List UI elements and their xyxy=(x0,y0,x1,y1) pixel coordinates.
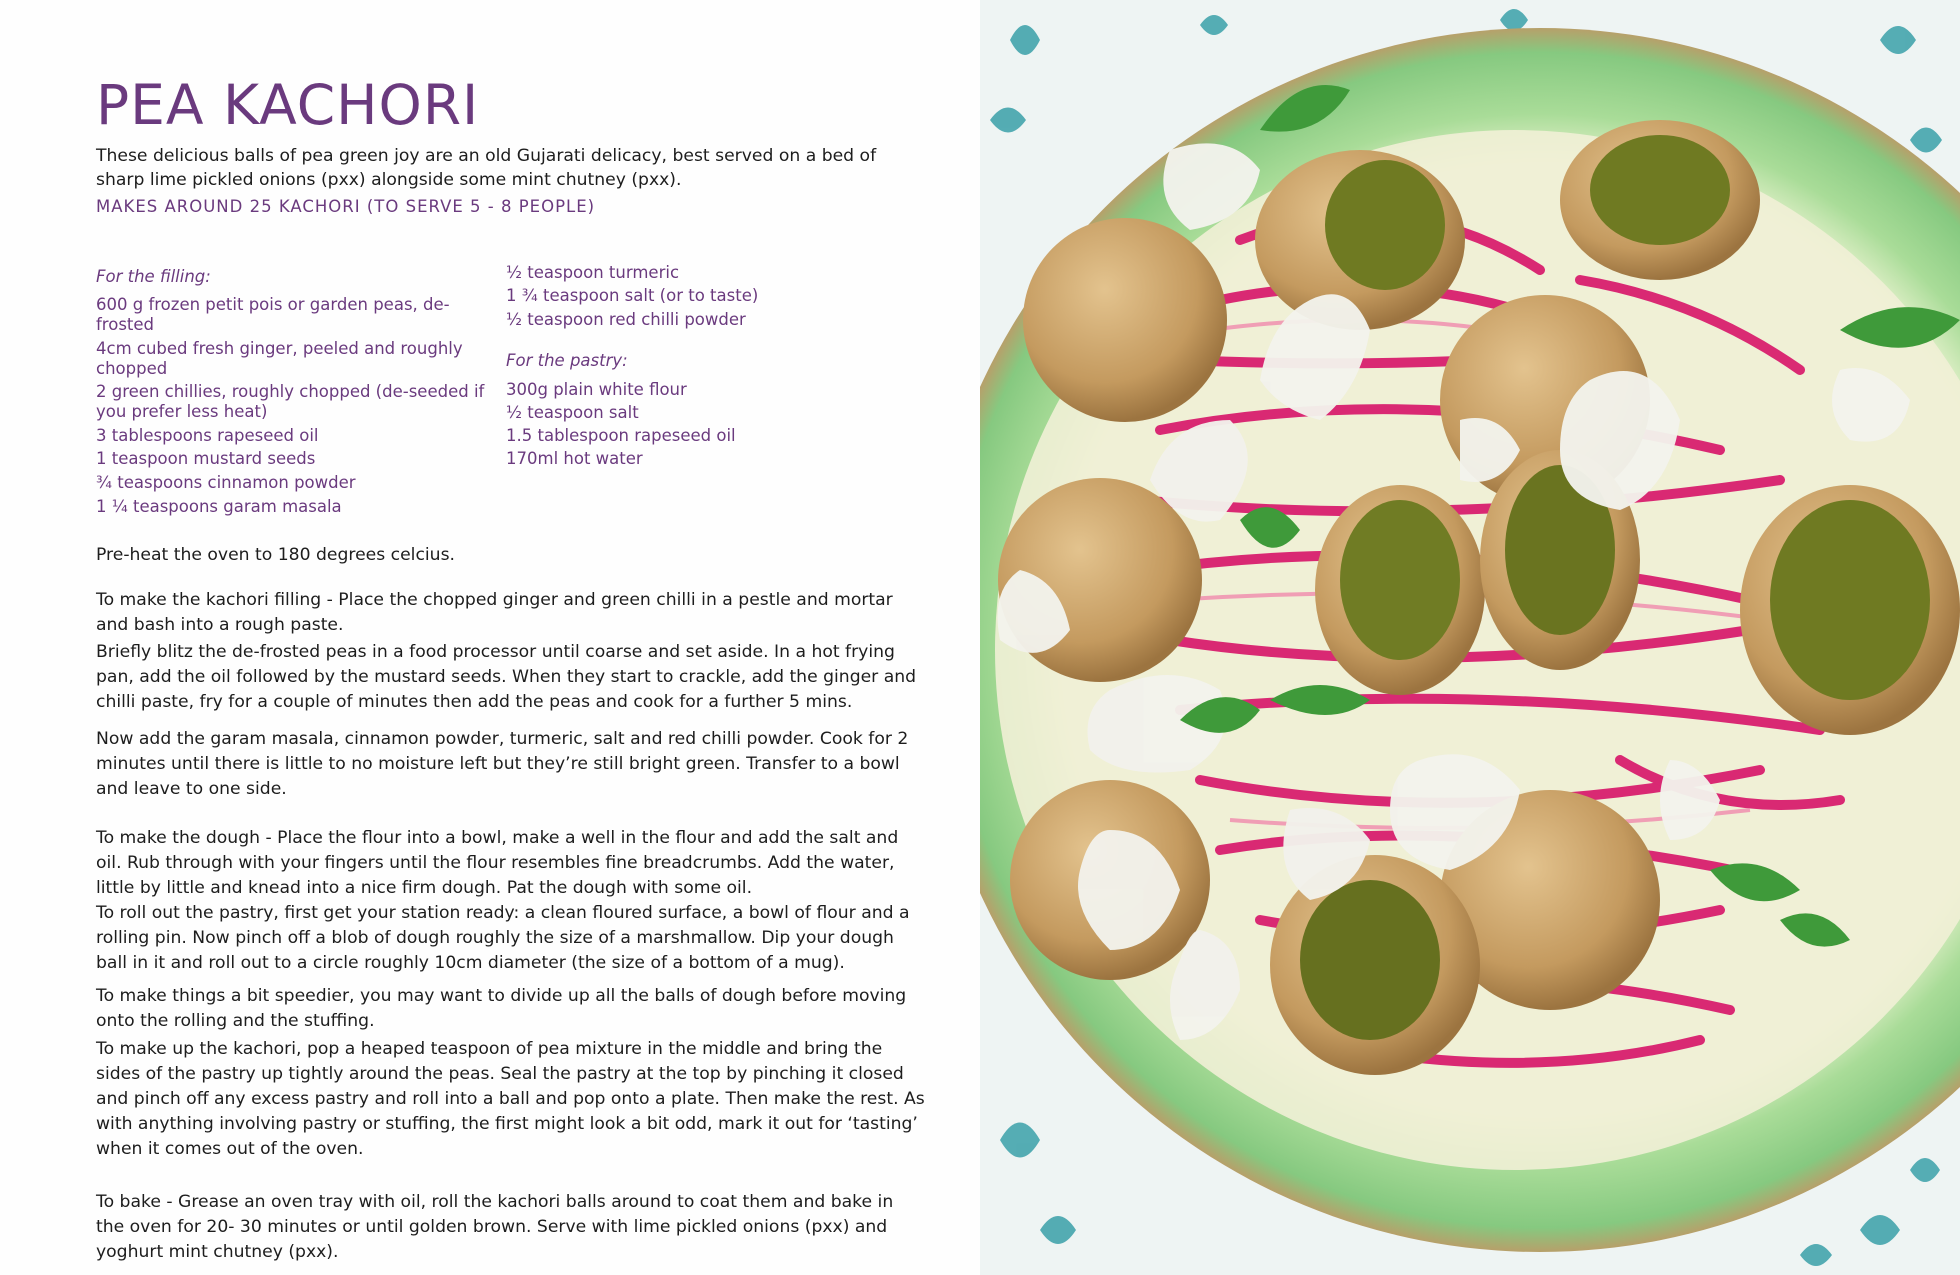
method-step: To make the dough - Place the flour into a bowl, make a well in the flour and add the salt and oil. Rub through with your fingers until the flour resembles fine breadcrumbs. Add the water, little by little and knead into a nice firm dough. Pat the dough with some oil. xyxy=(96,828,899,898)
kachori-filling xyxy=(1340,500,1460,660)
ingredient-item: ½ teaspoon salt xyxy=(506,402,639,422)
serving-info: MAKES AROUND 25 KACHORI (TO SERVE 5 - 8 PEOPLE) xyxy=(96,197,596,216)
method-step: Now add the garam masala, cinnamon powder, turmeric, salt and red chilli powder. Cook for 2 minutes until there is little to no moisture left but they’re still bright green. Transfer to a bowl and leave to one side. xyxy=(96,729,909,799)
ingredient-item: 170ml hot water xyxy=(506,449,643,469)
ingredient-item: 3 tablespoons rapeseed oil xyxy=(96,425,319,445)
pea-kachori-plate-image xyxy=(980,0,1960,1275)
ingredient-item: 1 ¾ teaspoon salt (or to taste) xyxy=(506,286,759,306)
method-step: Pre-heat the oven to 180 degrees celcius. xyxy=(96,545,455,565)
ingredient-item: 300g plain white flour xyxy=(506,379,687,399)
ingredient-item: 4cm cubed fresh ginger, peeled and roughly chopped xyxy=(96,338,463,378)
kachori-filling xyxy=(1770,500,1930,700)
method-step: To make things a bit speedier, you may want to divide up all the balls of dough before moving onto the rolling and the stuffing. xyxy=(96,986,907,1031)
pastry-ingredient-list xyxy=(506,379,836,470)
pastry-heading: For the pastry: xyxy=(506,350,628,370)
method-step: To roll out the pastry, first get your station ready: a clean floured surface, a bowl of flour and a rolling pin. Now pinch off a blob of dough roughly the size of a marshmallow. Dip your dough ball in it and roll out to a circle roughly 10cm diameter (the size of a bottom of a mug). xyxy=(96,903,910,973)
ingredient-item: 2 green chillies, roughly chopped (de-seeded if you prefer less heat) xyxy=(96,382,485,422)
filling-ingredient-list xyxy=(96,295,486,517)
recipe-intro: These delicious balls of pea green joy are an old Gujarati delicacy, best served on a bed of sharp lime pickled onions (pxx) alongside some mint chutney (pxx). xyxy=(96,146,877,190)
kachori-filling xyxy=(1590,135,1730,245)
kachori-filling xyxy=(1300,880,1440,1040)
ingredients-column-2 xyxy=(506,262,836,472)
ingredient-item: 1 teaspoon mustard seeds xyxy=(96,449,316,469)
method-step: To make the kachori filling - Place the chopped ginger and green chilli in a pestle and mortar and bash into a rough paste. xyxy=(96,590,893,635)
recipe-title: PEA KACHORI xyxy=(96,73,480,137)
ingredient-item: ½ teaspoon turmeric xyxy=(506,263,680,282)
ingredient-item: ¾ teaspoons cinnamon powder xyxy=(96,472,356,492)
recipe-photo xyxy=(980,0,1960,1275)
ingredient-item: 600 g frozen petit pois or garden peas, de-frosted xyxy=(96,295,450,334)
kachori-filling xyxy=(1325,160,1445,290)
method-step: To bake - Grease an oven tray with oil, roll the kachori balls around to coat them and bake in the oven for 20- 30 minutes or until golden brown. Serve with lime pickled onions (pxx) and yoghurt mint chutney (pxx). xyxy=(96,1192,894,1262)
method-step: To make up the kachori, pop a heaped teaspoon of pea mixture in the middle and bring the sides of the pastry up tightly around the peas. Seal the pastry at the top by pinching it closed and pinch off any excess pastry and roll into a ball and pop onto a plate. Then make the rest. As with anything involving pastry or stuffing, the first might look a bit odd, mark it out for ‘tasting’ when it comes out of the oven. xyxy=(96,1039,925,1159)
ingredient-item: ½ teaspoon red chilli powder xyxy=(506,309,746,329)
filling-heading: For the filling: xyxy=(96,267,211,286)
kachori-ball xyxy=(1023,218,1227,422)
ingredient-item: 1 ¼ teaspoons garam masala xyxy=(96,496,342,516)
ingredient-item: 1.5 tablespoon rapeseed oil xyxy=(506,426,736,446)
method-step: Briefly blitz the de-frosted peas in a food processor until coarse and set aside. In a hot frying pan, add the oil followed by the mustard seeds. When they start to crackle, add the ginger and chilli paste, fry for a couple of minutes then add the peas and cook for a further 5 mins. xyxy=(96,642,917,712)
ingredients-column-1 xyxy=(96,266,486,520)
filling-ingredient-list-continued xyxy=(506,262,836,330)
